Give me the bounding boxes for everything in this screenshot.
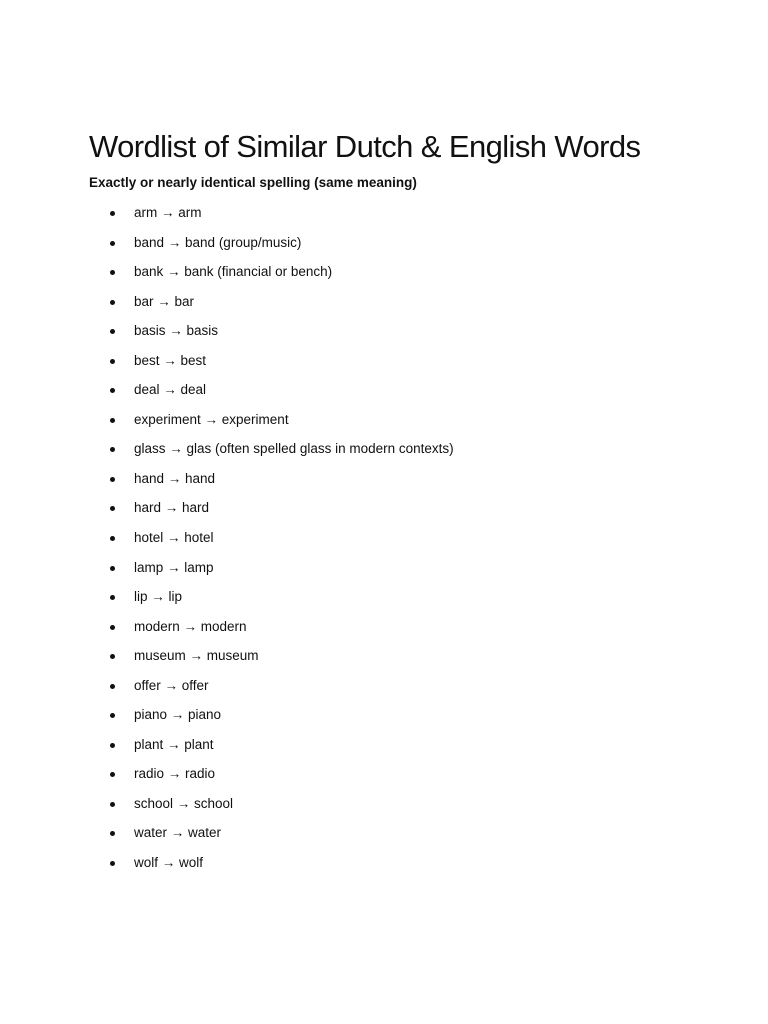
bullet-icon <box>110 654 115 659</box>
word-list <box>89 203 749 883</box>
bullet-icon <box>110 359 115 364</box>
bullet-icon <box>110 684 115 689</box>
bullet-icon <box>110 270 115 275</box>
word-pair-text: hard → hard <box>134 500 210 516</box>
list-item <box>89 764 749 794</box>
word-pair-text: best → best <box>134 352 207 368</box>
section-heading: Exactly or nearly identical spelling (same meaning) <box>89 175 417 190</box>
bullet-icon <box>110 861 115 866</box>
word-pair-text: arm → arm <box>134 205 202 220</box>
list-item <box>89 735 749 765</box>
bullet-icon <box>110 625 115 630</box>
word-pair-text: offer → offer <box>134 677 209 693</box>
bullet-icon <box>110 447 115 452</box>
bullet-icon <box>110 802 115 807</box>
word-pair-text: piano → piano <box>134 707 222 723</box>
word-pair-text: school → school <box>134 795 234 811</box>
list-item <box>89 823 749 853</box>
document-page <box>89 126 749 883</box>
list-item <box>89 321 749 351</box>
word-pair-text: museum → museum <box>134 648 259 664</box>
word-pair-text: hotel → hotel <box>134 530 214 546</box>
bullet-icon <box>110 595 115 600</box>
word-pair-text: radio → radio <box>134 766 216 782</box>
word-pair-text: deal → deal <box>134 382 207 398</box>
list-item <box>89 439 749 469</box>
list-item <box>89 587 749 617</box>
word-pair-text: basis → basis <box>134 323 219 339</box>
list-item <box>89 351 749 381</box>
list-item <box>89 203 749 233</box>
word-pair-text: experiment → experiment <box>134 411 289 427</box>
list-item <box>89 292 749 322</box>
bullet-icon <box>110 536 115 541</box>
list-item <box>89 528 749 558</box>
word-pair-text: lamp → lamp <box>134 559 214 575</box>
bullet-icon <box>110 477 115 482</box>
word-pair-text: plant → plant <box>134 736 214 752</box>
bullet-icon <box>110 300 115 305</box>
list-item <box>89 646 749 676</box>
list-item <box>89 410 749 440</box>
document-title: Wordlist of Similar Dutch & English Words <box>89 129 641 164</box>
word-pair-text: water → water <box>134 825 222 841</box>
list-item <box>89 380 749 410</box>
list-item <box>89 498 749 528</box>
bullet-icon <box>110 743 115 748</box>
list-item <box>89 853 749 883</box>
word-pair-text: band → band (group/music) <box>134 234 302 250</box>
bullet-icon <box>110 772 115 777</box>
word-pair-text: bar → bar <box>134 293 195 309</box>
word-pair-text: hand → hand <box>134 470 216 486</box>
list-item <box>89 558 749 588</box>
bullet-icon <box>110 713 115 718</box>
bullet-icon <box>110 329 115 334</box>
list-item <box>89 262 749 292</box>
word-pair-text: modern → modern <box>134 618 247 634</box>
word-pair-text: lip → lip <box>134 589 183 605</box>
list-item <box>89 705 749 735</box>
word-pair-text: bank → bank (financial or bench) <box>134 264 333 280</box>
word-pair-text: wolf → wolf <box>134 855 204 871</box>
bullet-icon <box>110 418 115 423</box>
bullet-icon <box>110 506 115 511</box>
bullet-icon <box>110 388 115 393</box>
word-pair-text: glass → glas (often spelled glass in modern contexts) <box>134 441 454 457</box>
list-item <box>89 676 749 706</box>
bullet-icon <box>110 566 115 571</box>
list-item <box>89 469 749 499</box>
bullet-icon <box>110 241 115 246</box>
bullet-icon <box>110 831 115 836</box>
list-item <box>89 794 749 824</box>
list-item <box>89 617 749 647</box>
bullet-icon <box>110 211 115 216</box>
list-item <box>89 233 749 263</box>
